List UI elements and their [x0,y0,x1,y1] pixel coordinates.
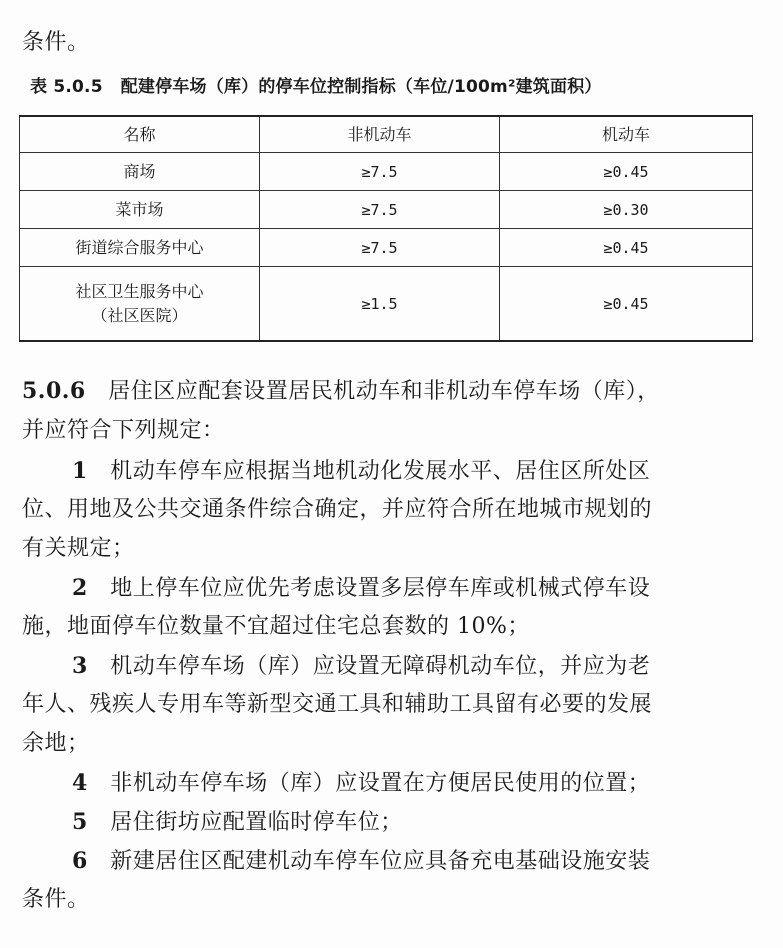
list-item-line [72,575,650,602]
non-motor-value: ≥7.5 [260,153,500,191]
clause-text-line: 并应符合下列规定： [22,418,225,443]
list-item-line: 条件。 [22,887,90,912]
facility-name: 商场 [20,153,260,191]
table-row [20,153,753,191]
clause-text: 居住区应配套设置居民机动车和非机动车停车场（库）， [108,379,660,404]
motor-value: ≥0.45 [500,229,753,267]
item-number: 6 [72,848,88,874]
list-item-line [72,809,403,836]
list-item-line: 余地； [22,731,90,756]
table-number: 表 5.0.5 [30,77,103,97]
facility-name: 菜市场 [20,191,260,229]
table-header-row [20,116,753,153]
item-text: 机动车停车应根据当地机动化发展水平、居住区所处区 [110,459,651,484]
parking-index-table [19,115,753,342]
table-title: 配建停车场（库）的停车位控制指标（车位/100m²建筑面积） [120,77,602,97]
table-row [20,229,753,267]
item-text: 新建居住区配建机动车停车位应具备充电基础设施安装 [110,849,651,874]
non-motor-value: ≥1.5 [260,267,500,342]
item-text: 地上停车位应优先考虑设置多层停车库或机械式停车设 [110,576,651,601]
table-row [20,267,753,342]
list-item-line [72,770,650,797]
non-motor-value: ≥7.5 [260,229,500,267]
facility-name: 街道综合服务中心 [20,229,260,267]
list-item-line: 施，地面停车位数量不宜超过住宅总套数的 10%； [22,614,530,639]
list-item-line: 有关规定； [22,536,135,561]
clause-heading-line [22,378,660,405]
clause-number: 5.0.6 [22,378,86,404]
motor-value: ≥0.30 [500,191,753,229]
item-text: 非机动车停车场（库）应设置在方便居民使用的位置； [110,771,651,796]
item-text: 居住街坊应配置临时停车位； [110,810,403,835]
list-item-line [72,458,650,485]
motor-value: ≥0.45 [500,153,753,191]
list-item-line: 位、用地及公共交通条件综合确定，并应符合所在地城市规划的 [22,497,653,522]
item-number: 3 [72,653,88,679]
item-number: 5 [72,809,88,835]
item-number: 1 [72,458,88,484]
table-caption [30,76,760,98]
table-row [20,191,753,229]
item-number: 4 [72,770,88,796]
facility-name [20,267,260,342]
list-item-line [72,848,650,875]
item-number: 2 [72,575,88,601]
motor-value: ≥0.45 [500,267,753,342]
table-header-cell: 机动车 [500,116,753,153]
non-motor-value: ≥7.5 [260,191,500,229]
facility-name-line: （社区医院） [91,305,188,325]
list-item-line [72,653,650,680]
table-header-cell: 非机动车 [260,116,500,153]
facility-name-line: 社区卫生服务中心 [75,281,204,301]
top-fragment: 条件。 [22,30,90,55]
list-item-line: 年人、残疾人专用车等新型交通工具和辅助工具留有必要的发展 [22,692,653,717]
item-text: 机动车停车场（库）应设置无障碍机动车位，并应为老 [110,654,651,679]
table-header-cell: 名称 [20,116,260,153]
